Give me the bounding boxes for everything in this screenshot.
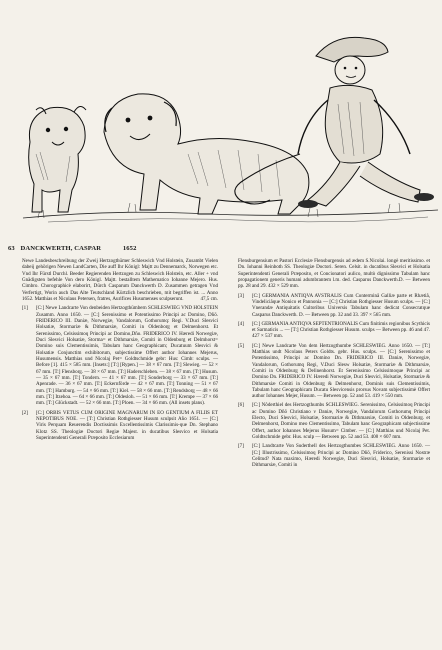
item-text: [C:] Newe Landcarte Von dem Hertzogthumbe SCHLESWIEG. Anno 1650. — [T:] Matthias undt Nicolaus Peters Goldts. gebr. Hus. sculps. — [C:] Serenissimo et Potentissimo, Principi ac Domino Dn. FRIDERICO III. Daniæ, Norwegiæ, Vandalorum, Gothorumq Regi, V.Duci Slesw Holsatiæ, Stormariæ & Dithmarsiæ, Comiti in Oldenburg & Delinenhorst. Et Serenissimo Celsissimoque Principi ac Domino Dn. FRIDERICO IV. Hæredi Norwegiæ, Duci Slesvici, Holsatiæ, Stormariæ & Dithmarsiæ Comiti in Oldenburg & Delmenhorst, Dominis suis Clementissimis, Tabulam hanc Geographicam Ducatu Slesvicensis prorsus Novam subjectissimè Offert author Iohannes Mejer, Husum. — Between pp. 52 and 53. 419 × 550 mm. bbox=[252, 342, 430, 400]
item-tag: [4] bbox=[238, 320, 244, 327]
item-text: [C:] ORBIS VETUS CUM ORIGINE MAGNARUM IN EO GENTIUM A FILIIS ET NEPOTIBUS NOE. — [T:] Christian Rothgiesser Husum sculpsit Año 1651. — [C:] Viris Perquam Reuerendis Doctissimis Excellentissimis Clarissimis-que Dn. Stephano Klotz SS. Theologiæ Doctori Regiæ Majest. in ducatibus Slesvico et Holsatia Superintendenti Generali Præposito Ecclesiarum bbox=[36, 409, 218, 441]
engraving-illustration bbox=[8, 4, 442, 236]
list-item bbox=[238, 293, 430, 318]
continuation-paragraph: Flensburgensium et Pastori Ecclesiæ Flensburgensis ad ædem S.Nicolai. longè meritissimo. et Dn. Iohanni Reinboth SS. Theologiæ Doctori. Seren. Celsit. in ducatibus Slesvici et Holsatia Superintendenti Generali Præposito, et Concionatori aulico, multò dignissimo Tabulam hanc propagationem generis humani adumbrantem l.m. ded. Casparus Danckwerth.D. — Between pp. 28 and 29. 432 × 529 mm. bbox=[238, 258, 430, 290]
list-item bbox=[238, 321, 430, 340]
list-item bbox=[22, 305, 218, 407]
item-tag: [5] bbox=[238, 342, 244, 349]
item-tag: [2] bbox=[22, 409, 28, 416]
list-item bbox=[238, 443, 430, 468]
entry-year: 1652 bbox=[122, 245, 137, 252]
list-item bbox=[238, 402, 430, 440]
intro-text: Newe Landesbeschreibung der Zweij Hertzogthümer Schleswich Vnd Holstein, Zusambt Vielen dabeij gehörigen Newen LandCarten, Die auff Ihr Königl: Majtt zu Dennemarck, Norwegen etc. Vnd Ihr Fürstl Durchl. Beeder Regierenden Hertzogen zu Schleswich Holstein, etc. Aller + vnd Gnädigsten befehle Von dero Königl. Majtt. bestalltem Mathematico Iohanne Mejero. Hus. Cimbro. Chorographicè elaborirt, Dürch Casparum Danckwerth D. Zusammen getragen Vnd Verfertigt, Worin auch Das Alte Teutschland Kürtzlich beschrieben, mit begriffen ist. ... Anno 1652. Matthias et Nicolaus Petersen, fratres, Aurifices Husumenses sculpserunt. bbox=[22, 258, 218, 303]
intro-dimension: 47,5 cm. bbox=[200, 296, 218, 303]
list-item bbox=[22, 410, 218, 442]
left-column bbox=[22, 258, 218, 444]
bulldog-figure bbox=[29, 106, 86, 212]
item-text: [C:] GERMANIA ANTIQVA AVSTRALIS Cum Conterminâ Galliæ parte et Rhætiâ, Vindeliciâque Nonico et Pannonia — [C:] Christian Rothgiesser Husum sculps. — [C:] Vnerandæ Antiquitatis Cultoribus Universis Tabulam hanc dedicat Consecratque Casparus Danckwerth. D. — Between pp. 32 and 33. 397 × 565 mm. bbox=[252, 292, 430, 318]
item-text: [C:] Landtcarte Von Suderthell des Hertzogthumbes SCHLESWIEG. Anno 1650. — [C:] Illustrissimo, Celsissimoq Principi ac Domino Dñō, Friderico, Serenissi Nostræ Celitud? Nata maximo, Hæredi Norwegiæ, Duci Slesvici, Holsatiæ, Stormariæ et Dithmarsiæ, Comiti in bbox=[252, 443, 430, 469]
boy-figure bbox=[298, 37, 434, 208]
entry-number: 63 bbox=[8, 245, 15, 252]
item-text: [C:] Nôderthiel des Hertzogthumbs SCHLESWIEG. Serenissimo, Celsissimoq Principi ac Domino Dñō Christiano v Daniæ, Norwegiæ, Vandalorum Gothorumq Principi Electo, Duci Slesvici, Holsatiæ, Stormariæ & Dithmarsiæ, Comiti in Oldenburg. et Delmenhorst, Domino meo Clementissimo, Tabulam hanc Geographicam subjectissime Offert, author Iohannes Mejerus Husum= Cimber. — [C:] Matthias und Nicolaj Pet. Goldtschmide gebr. Hus. sculp — Between pp. 52 and 53. 408 × 607 mm. bbox=[252, 402, 430, 441]
right-column bbox=[238, 258, 430, 471]
item-tag: [1] bbox=[22, 305, 28, 312]
item-text: [C:] GERMANIA ANTIQVA SEPTENTRIONALIS Cum finitimis regionibus Scythicis et Sarmaticis ... — [T:] Christian Rothgiesser Husum. sculps — Between pp. 46 and 47. 427 × 537 mm. bbox=[252, 320, 430, 340]
intro-paragraph bbox=[22, 258, 218, 302]
item-tag: [6] bbox=[238, 402, 244, 409]
item-text: [C:] Newe Landcarte Von denbeiden Hertzogthümbern SCHLESWIEG VND HOLSTEIN Zusamm. Anno 1650. — [C:] Serenissimo et Potentissimo Principi ac Domino, Dñō. FRIDERICO III. Daniæ, Norwegiæ, Vandalorum, Gothorumq: Regi. V.Duci Slesvici Holsatiæ, Stormariæ & Dithmarsiæ, Comiti in Oldenborg et Delmenhorst. Et Serenissimo, Celsissimoq Principi ac Domino,Dño. FRIDERICO IV. Hæredi Norwegiæ, Duci Slesvici Holsatiæ, Storma= et Dithmarsiæ, Comiti in Oldenborg et Delmhorst= Domino suis Clementissimis, Tabulam hanc Geographicam; Ducatuum Slesvici & Holsatiæ Conjunctim exhibitorum, subjectissime Offert author Iohannes Mejerus, Husumensis. Matthias und Nicolaj Pet= Goldtschmide gebr: Hus: Cimb: sculps. — Before [1]. 415 × 585 mm. [Insets:] [T:] [Rypen.] — 38 × 67 mm. [T:] Slewieg. — 52 × 67 mm. [T:] Flensborg. — 38 × 67 mm. [T:] Haderschleben. — 38 × 67 mm. [T:] Husum. — 35 × 67 mm. [T:] Tondern. — 41 × 67 mm. [T:] Sonderborg — 33 × 67 mm. [T:] Apenrade. — 36 × 67 mm. [T:] Eckernförde — 42 × 67 mm. [T:] Tonning — 51 × 67 mm. [T:] Hamburg. — 54 × 66 mm. [T:] Kiel. — 58 × 66 mm. [T:] Rendsborg — 48 × 66 mm. [T:] Itzehoa. — 64 × 66 mm. [T:] Oldesloh. — 51 × 66 mm. [T:] Krempe — 37 × 66 mm. [T:] Glückstadt. — 52 × 66 mm. [T:] Ploen. — 34 × 66 mm. (All insets plans). bbox=[36, 305, 218, 407]
list-item bbox=[238, 343, 430, 400]
entry-heading bbox=[8, 245, 136, 252]
entry-name: DANCKWERTH, CASPAR bbox=[20, 245, 102, 252]
item-tag: [3] bbox=[238, 292, 244, 299]
item-tag: [7] bbox=[238, 443, 244, 450]
mastiff-figure bbox=[104, 94, 309, 214]
